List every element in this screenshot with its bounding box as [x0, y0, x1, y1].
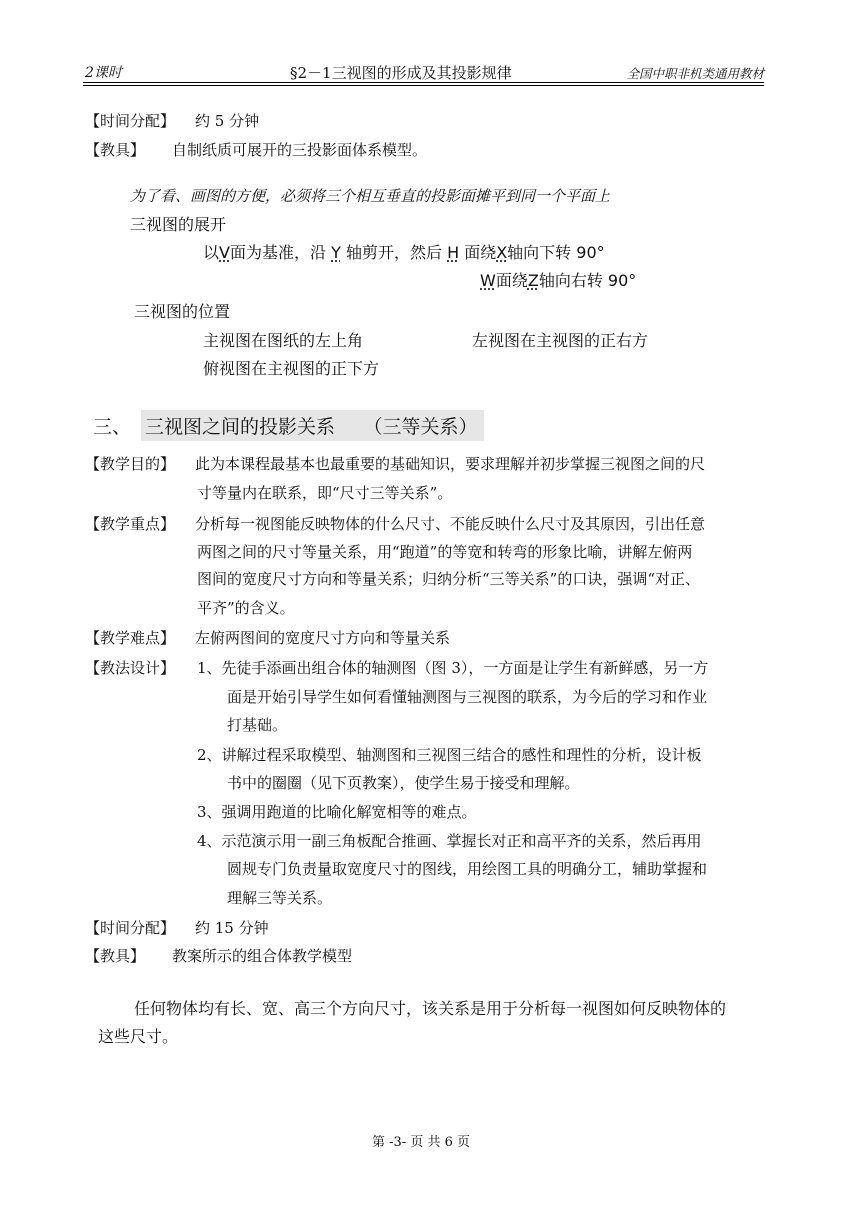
outro-tool-value: 教案所示的组合体教学模型 — [172, 947, 353, 965]
method-item-line: 1、先徒手添画出组合体的轴测图（图 3），一方面是让学生有新鲜感，另一方 — [197, 659, 709, 677]
method-item-line: 面是开始引导学生如何看懂轴测图与三视图的联系，为今后的学习和作业 — [227, 688, 708, 706]
header-textbook-name: 全国中职非机类通用教材 — [626, 66, 764, 81]
outro-tool-label: 【教具】 — [85, 947, 146, 965]
method-item-line: 理解三等关系。 — [227, 889, 333, 907]
unfold-title: 三视图的展开 — [130, 215, 227, 234]
difficulty-text: 左俯两图间的宽度尺寸方向和等量关系 — [195, 629, 451, 647]
summary-line: 任何物体均有长、宽、高三个方向尺寸，该关系是用于分析每一视图如何反映物体的 — [134, 999, 727, 1018]
key-points-line: 两图之间的尺寸等量关系，用“跑道”的等宽和转弯的形象比喻，讲解左俯两 — [197, 543, 693, 561]
section-3-title: 三视图之间的投影关系 （三等关系） — [141, 410, 484, 441]
unfold-italic-note: 为了看、画图的方便，必须将三个相互垂直的投影面摊平到同一个平面上 — [130, 187, 611, 205]
position-top-view: 俯视图在主视图的正下方 — [203, 359, 380, 378]
method-item-line: 圆规专门负责量取宽度尺寸的图线，用绘图工具的明确分工，辅助掌握和 — [227, 860, 708, 878]
key-points-line: 平齐”的含义。 — [197, 599, 295, 617]
purpose-label: 【教学目的】 — [85, 455, 176, 473]
unfold-line-2: W面绕Z轴向右转 90° — [480, 271, 637, 290]
intro-time-label: 【时间分配】 — [85, 112, 176, 130]
intro-tool-label: 【教具】 — [85, 141, 146, 159]
purpose-line: 寸等量内在联系，即“尺寸三等关系”。 — [197, 484, 453, 502]
outro-time-value: 约 15 分钟 — [195, 919, 269, 937]
header-lesson-hours: 2课时 — [85, 65, 122, 81]
section-3-number: 三、 — [93, 416, 132, 438]
header-rule-thin — [83, 85, 764, 86]
key-points-label: 【教学重点】 — [85, 515, 176, 533]
method-item-line: 书中的圈圈（见下页教案），使学生易于接受和理解。 — [227, 774, 580, 792]
method-item-line: 2、讲解过程采取模型、轴测图和三视图三结合的感性和理性的分析，设计板 — [197, 746, 702, 764]
position-front-view: 主视图在图纸的左上角 — [203, 331, 364, 350]
intro-tool-value: 自制纸质可展开的三投影面体系模型。 — [172, 141, 428, 159]
method-item-line: 4、示范演示用一副三角板配合推画、掌握长对正和高平齐的关系，然后再用 — [197, 832, 702, 850]
summary-line: 这些尺寸。 — [98, 1027, 179, 1046]
page-footer: 第 -3- 页 共 6 页 — [372, 1135, 470, 1150]
unfold-line-1: 以V面为基准，沿 Y 轴剪开，然后 H 面绕X轴向下转 90° — [203, 243, 605, 262]
key-points-line: 分析每一视图能反映物体的什么尺寸、不能反映什么尺寸及其原因，引出任意 — [195, 515, 706, 533]
intro-time-value: 约 5 分钟 — [195, 112, 260, 130]
difficulty-label: 【教学难点】 — [85, 629, 176, 647]
header-section-title: §2－1三视图的形成及其投影规律 — [290, 64, 512, 82]
position-left-view: 左视图在主视图的正右方 — [472, 331, 649, 350]
header-rule-thick — [83, 82, 764, 83]
purpose-line: 此为本课程最基本也最重要的基础知识，要求理解并初步掌握三视图之间的尺 — [195, 455, 706, 473]
outro-time-label: 【时间分配】 — [85, 919, 176, 937]
key-points-line: 图间的宽度尺寸方向和等量关系；归纳分析“三等关系”的口诀，强调“对正、 — [197, 570, 701, 588]
position-title: 三视图的位置 — [134, 302, 231, 321]
method-item-line: 3、强调用跑道的比喻化解宽相等的难点。 — [197, 803, 477, 821]
method-item-line: 打基础。 — [227, 716, 288, 734]
method-label: 【教法设计】 — [85, 659, 176, 677]
